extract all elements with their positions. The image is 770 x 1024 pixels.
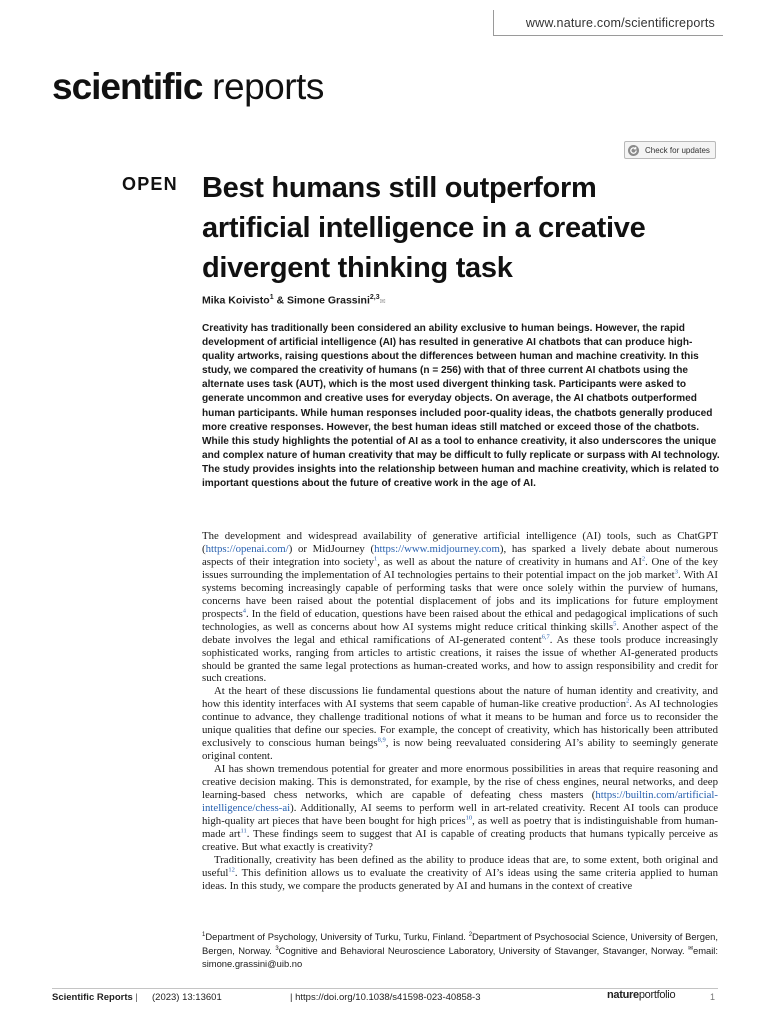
article-title: Best humans still outperform artificial intelligence in a creative divergent thinking task	[202, 172, 646, 284]
body-paragraph: The development and widespread availability of generative artificial intelligence (AI) tools, such as ChatGPT (https://openai.com/) or MidJourney (https://www.midjourney.com), has sparked a lively debate about numerous aspects of their integration into society$^1$, as well as about the nature of creativity in humans and $AI^2$. One of the key issues surrounding the implementation of AI technologies pertains to their potential impact on the job market$^3$. With AI systems becoming increasingly capable of performing tasks that were once solely within the purview of humans, concerns have been raised about the potential displacement of jobs and its implications for future employment prospects$^4$. In the field of education, questions have been raised about the ethical and pedagogical implications of such technologies, as well as concerns about how AI systems might reduce critical thinking skills$^5$. Another aspect of the debate involves the legal and ethical ramifications of AI-generated content$^{6,7}$. As these tools produce increasingly sophisticated works, ranging from articles to artistic creations, it raises the issue of whether AI-generated products should be granted the same legal protections as human-created works, and how to assign responsibility and credit for such creations.	[202, 530, 719, 685]
logo-bold-text: scientific	[52, 66, 203, 107]
citation[interactable]: 11	[240, 827, 247, 835]
author-joiner: &	[273, 294, 288, 307]
abstract: Creativity has traditionally been considered an ability exclusive to human beings. However, the rapid development of artificial intelligence (AI) has resulted in generative AI chatbots that can produce high-quality artworks, raising questions about the differences between human and machine creativity. In this study, we compared the creativity of humans (n = 256) with that of three current AI chatbots using the alternate uses task (AUT), which is the most used divergent thinking task. Participants were asked to generate uncommon and creative uses for everyday objects. On average, the AI chatbots outperformed human participants. While human responses included poor-quality ideas, the chatbots generally produced more creative responses. However, the best human ideas still matched or exceed those of the chatbots. While this study highlights the potential of AI as a tool to enhance creativity, it also underscores the unique and complex nature of human creativity that may be difficult to fully replicate or surpass with AI technology. The study provides insights into the relationship between human and machine creativity, which is related to important questions about the future of creative work in the age of AI.	[202, 323, 720, 490]
check-for-updates-label: Check for updates	[645, 145, 710, 155]
link[interactable]: https://www.midjourney.com	[374, 542, 500, 555]
citation[interactable]: 2	[626, 697, 630, 705]
citation[interactable]: 4	[242, 607, 247, 615]
author-name[interactable]: Simone Grassini	[287, 294, 370, 307]
body-paragraph: AI has shown tremendous potential for greater and more enormous possibilities in areas that require reasoning and creative decision making. This is demonstrated, for example, by the rise of chess engines, neural networks, and deep learning-based chess networks, which are capable of defeating chess masters (https://builtin.com/artificial-intelligence/chess-ai). Additionally, AI seems to perform well in art-related creativity. Recent AI tools can produce high-quality art pieces that have been bought for high prices$^{10}$, as well as poetry that is indistinguishable from human-made art$^{11}$. These findings seem to suggest that AI is capable of creating products that humans typically perceive as creative. But what exactly is creativity?	[202, 763, 718, 853]
page-number: 1	[710, 992, 716, 1002]
citation[interactable]: 8,9	[377, 736, 386, 744]
open-access-label: OPEN	[122, 174, 178, 194]
affiliations: $^1$Department of Psychology, University of Turku, Turku, Finland. $^2$Department of Psychosocial Science, University of Bergen, Bergen, Norway. $^3$Cognitive and Behavioral Neuroscience Laboratory, University of Stavanger, Stavanger, Norway. ✉email: simone.grassini@uib.no	[202, 931, 718, 970]
footer-doi-link[interactable]: | https://doi.org/10.1038/s41598-023-40858-3	[290, 992, 481, 1003]
body-paragraph: Traditionally, creativity has been defined as the ability to produce ideas that are, to some extent, both original and useful$^{12}$. This definition allows us to evaluate the creativity of AI’s ideas using the same criteria applied to human ideas. In this study, we compare the products generated by AI and humans in the context of creative	[202, 853, 718, 892]
citation[interactable]: 2	[641, 555, 646, 563]
citation[interactable]: 1	[374, 555, 378, 563]
citation[interactable]: 5	[613, 620, 617, 628]
author-name[interactable]: Mika Koivisto	[202, 294, 270, 307]
article-body	[202, 530, 718, 893]
body-paragraph: At the heart of these discussions lie fundamental questions about the nature of human identity and creativity, and how this identity interfaces with AI systems that seem capable of human-like creative production$^2$. As AI technologies continue to advance, they challenge traditional notions of what it means to be human and force us to reconsider the unique qualities that define our species. For example, the concept of creativity, which has historically been attributed exclusively to conscious human beings$^{8,9}$, is now being reevaluated considering AI’s ability to seemingly generate original content.	[202, 685, 718, 763]
citation[interactable]: 6,7	[541, 633, 550, 641]
affiliation-ref[interactable]: 1	[269, 294, 274, 301]
author-list	[202, 294, 386, 307]
logo-light-text: reports	[202, 66, 324, 107]
email-icon[interactable]: ✉	[379, 298, 386, 306]
journal-logo[interactable]	[52, 66, 324, 108]
check-for-updates-button[interactable]	[624, 141, 716, 159]
citation[interactable]: 12	[228, 866, 235, 874]
footer-volume: (2023) 13:13601	[152, 992, 222, 1003]
refresh-icon	[628, 145, 639, 156]
citation[interactable]: 10	[465, 814, 473, 822]
publisher-logo[interactable]: natureportfolio	[607, 989, 676, 1001]
link[interactable]: https://openai.com/	[205, 542, 289, 555]
journal-url[interactable]: www.nature.com/scientificreports	[493, 10, 723, 36]
footer-journal-name: Scientific Reports |	[52, 992, 138, 1003]
citation[interactable]: 3	[674, 568, 678, 576]
link[interactable]: https://builtin.com/artificial-intelligence/chess-ai	[202, 789, 718, 815]
email-link[interactable]: email: simone.grassini@uib.no	[202, 945, 718, 970]
affiliation-ref[interactable]: 2,3	[369, 294, 380, 301]
email-icon: ✉	[687, 946, 693, 953]
